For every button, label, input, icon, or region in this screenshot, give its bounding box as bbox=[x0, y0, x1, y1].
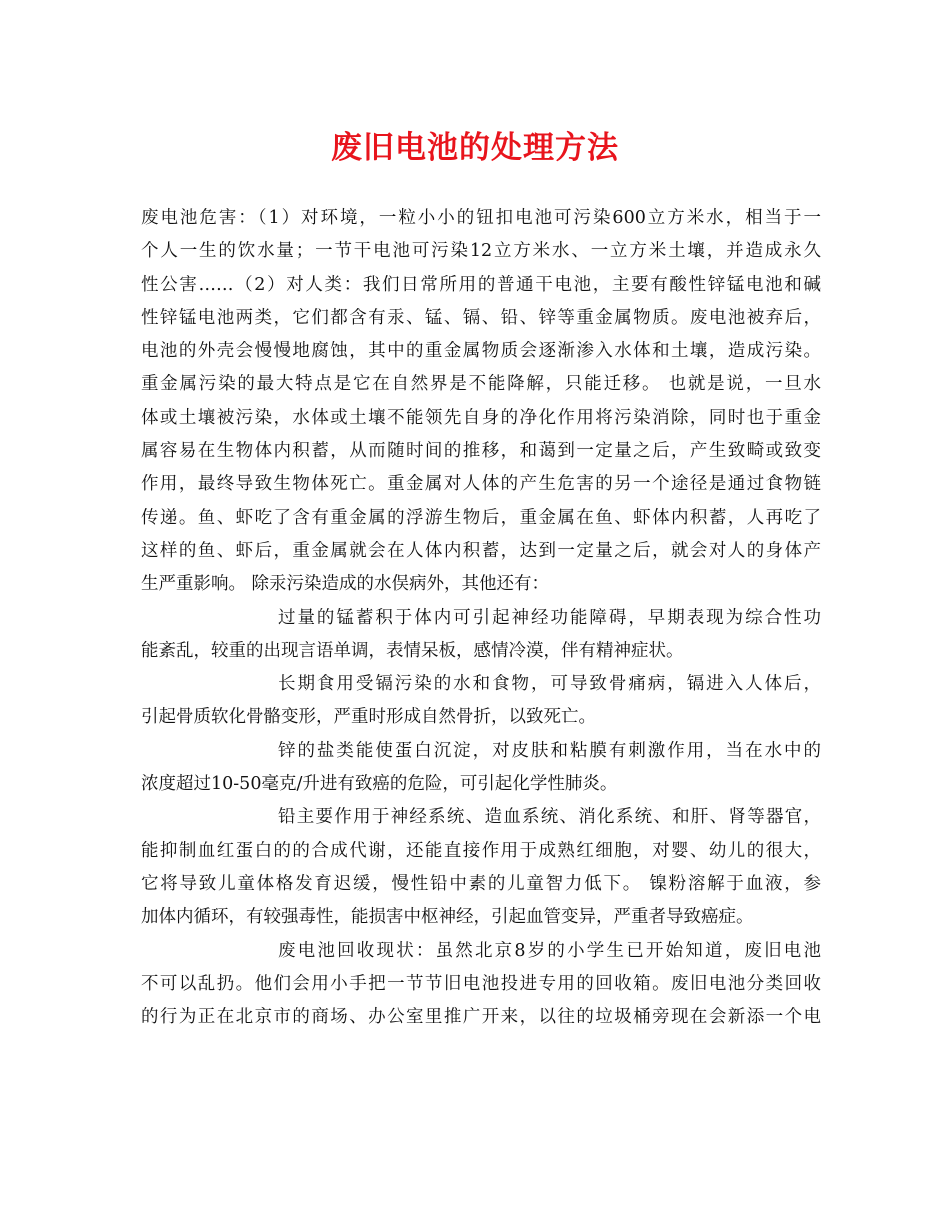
body-line: 浓度超过10-50毫克/升进有致癌的危险，可引起化学性肺炎。 bbox=[141, 774, 618, 795]
body-line: 重金属污染的最大特点是它在自然界是不能降解，只能迁移。 也就是说，一旦水 bbox=[141, 374, 821, 395]
body-line: 它将导致儿童体格发育迟缓，慢性铅中素的儿童智力低下。 镍粉溶解于血液，参 bbox=[141, 873, 821, 894]
body-line-indented: 长期食用受镉污染的水和食物，可导致骨痛病，镉进入人体后， bbox=[278, 674, 821, 695]
body-line-indented: 铅主要作用于神经系统、造血系统、消化系统、和肝、肾等器官， bbox=[278, 807, 821, 828]
body-line: 作用，最终导致生物体死亡。重金属对人体的产生危害的另一个途径是通过食物链 bbox=[141, 474, 821, 495]
body-line-indented: 锌的盐类能使蛋白沉淀，对皮肤和粘膜有刺激作用，当在水中的 bbox=[278, 740, 821, 761]
document-title: 废旧电池的处理方法 bbox=[331, 130, 619, 166]
body-line: 电池的外壳会慢慢地腐蚀，其中的重金属物质会逐渐渗入水体和土壤，造成污染。 bbox=[141, 341, 821, 362]
body-line: 性公害……（2）对人类：我们日常所用的普通干电池，主要有酸性锌锰电池和碱 bbox=[141, 274, 821, 295]
body-line: 能紊乱，较重的出现言语单调，表情呆板，感情冷漠，伴有精神症状。 bbox=[141, 640, 684, 661]
body-line: 传递。鱼、虾吃了含有重金属的浮游生物后，重金属在鱼、虾体内积蓄，人再吃了 bbox=[141, 507, 821, 528]
body-line: 属容易在生物体内积蓄，从而随时间的推移，和蔼到一定量之后，产生致畸或致变 bbox=[141, 441, 821, 462]
body-line-indented: 废电池回收现状：虽然北京8岁的小学生已开始知道，废旧电池 bbox=[278, 940, 821, 961]
body-line: 性锌锰电池两类，它们都含有汞、锰、镉、铅、锌等重金属物质。废电池被弃后， bbox=[141, 307, 821, 328]
body-line: 个人一生的饮水量；一节干电池可污染12立方米水、一立方米土壤，并造成永久 bbox=[141, 241, 821, 262]
body-line: 废电池危害：（1）对环境，一粒小小的钮扣电池可污染600立方米水，相当于一 bbox=[141, 208, 821, 228]
body-line: 加体内循环，有较强毒性，能损害中枢神经，引起血管变异，严重者导致癌症。 bbox=[141, 907, 754, 928]
body-line: 不可以乱扔。他们会用小手把一节节旧电池投进专用的回收箱。废旧电池分类回收 bbox=[141, 973, 821, 994]
body-line: 的行为正在北京市的商场、办公室里推广开来，以往的垃圾桶旁现在会新添一个电 bbox=[141, 1007, 821, 1028]
body-line: 体或土壤被污染，水体或土壤不能领先自身的净化作用将污染消除，同时也于重金 bbox=[141, 407, 821, 428]
body-line: 这样的鱼、虾后，重金属就会在人体内积蓄，达到一定量之后，就会对人的身体产 bbox=[141, 540, 821, 561]
body-line: 生严重影响。 除汞污染造成的水俣病外，其他还有： bbox=[141, 574, 550, 595]
body-line: 能抑制血红蛋白的的合成代谢，还能直接作用于成熟红细胞，对婴、幼儿的很大， bbox=[141, 840, 821, 861]
document-body bbox=[141, 202, 821, 1034]
body-line-indented: 过量的锰蓄积于体内可引起神经功能障碍，早期表现为综合性功 bbox=[278, 607, 821, 628]
body-line: 引起骨质软化骨骼变形，严重时形成自然骨折，以致死亡。 bbox=[141, 707, 596, 728]
